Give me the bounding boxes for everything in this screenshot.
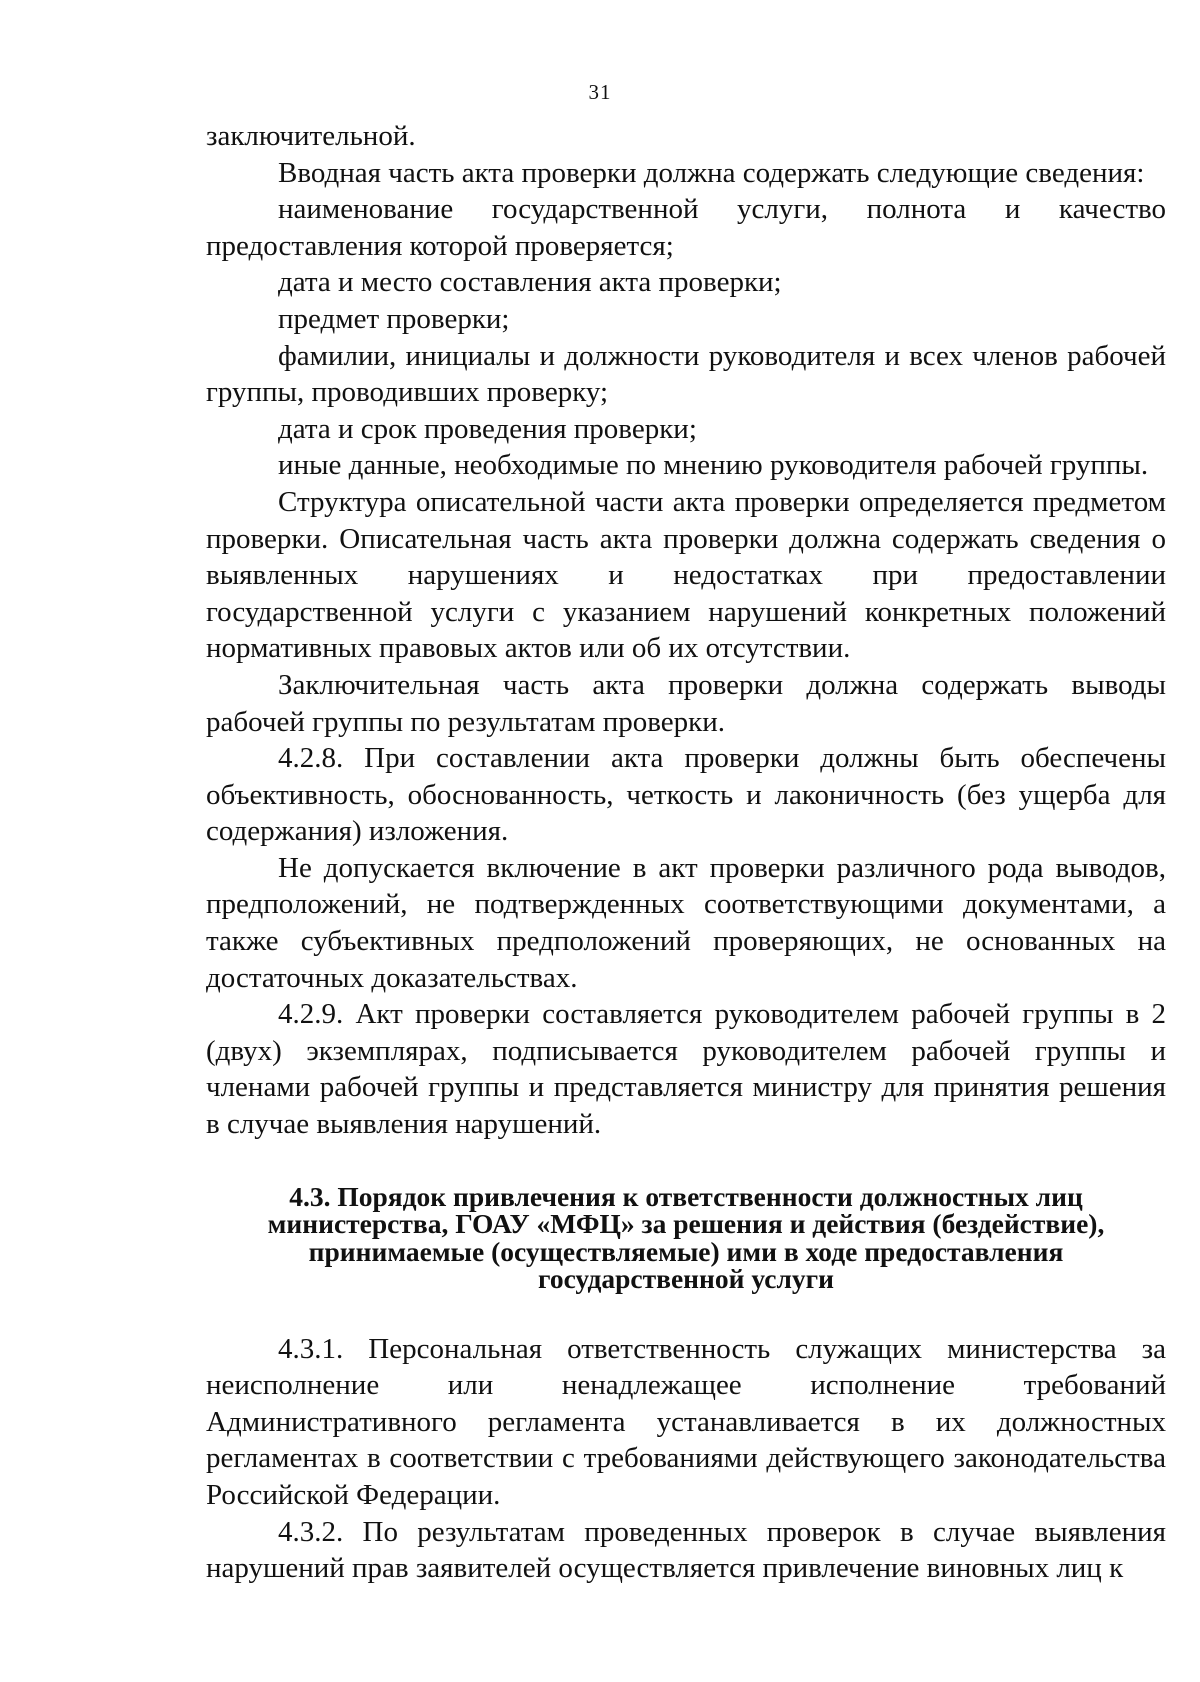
paragraph: 4.2.9. Акт проверки составляется руководителем рабочей группы в 2 (двух) экземплярах, подписывается руководителем рабочей группы и членами рабочей группы и представляется министру для принятия решения в случае выявления нарушений. [206, 998, 1166, 1141]
paragraph: Заключительная часть акта проверки должна содержать выводы рабочей группы по результатам проверки. [206, 668, 1166, 738]
list-item: предмет проверки; [278, 302, 510, 335]
list-item: дата и срок проведения проверки; [278, 412, 697, 445]
list-item: дата и место составления акта проверки; [278, 266, 782, 299]
list-item: иные данные, необходимые по мнению руководителя рабочей группы. [278, 449, 1149, 482]
paragraph: Вводная часть акта проверки должна содержать следующие сведения: [278, 156, 1145, 189]
list-item: наименование государственной услуги, полнота и качество предоставления которой проверяется; [206, 193, 1166, 262]
paragraph: 4.3.1. Персональная ответственность служащих министерства за неисполнение или ненадлежащее исполнение требований Административного регламента устанавливается в их должностных регламентах в соответствии с требованиями действующего законодательства Российской Федерации. [206, 1332, 1166, 1511]
page-number: 31 [588, 80, 612, 104]
document-body [206, 118, 1166, 1587]
paragraph: заключительной. [206, 120, 416, 152]
paragraph: Не допускается включение в акт проверки различного рода выводов, предположений, не подтвержденных соответствующими документами, а также субъективных предположений проверяющих, не основанных на достаточных доказательствах. [206, 851, 1166, 994]
paragraph: 4.2.8. При составлении акта проверки должны быть обеспечены объективность, обоснованность, четкость и лаконичность (без ущерба для содержания) изложения. [206, 742, 1166, 848]
paragraph: Структура описательной части акта проверки определяется предметом проверки. Описательная часть акта проверки должна содержать сведения о выявленных нарушениях и недостатках при предоставлении государственной услуги с указанием нарушений конкретных положений нормативных правовых актов или об их отсутствии. [206, 485, 1166, 665]
paragraph: 4.3.2. По результатам проведенных проверок в случае выявления нарушений прав заявителей осуществляется привлечение виновных лиц к [206, 1515, 1166, 1585]
list-item: фамилии, инициалы и должности руководителя и всех членов рабочей группы, проводивших проверку; [206, 339, 1166, 409]
section-heading: 4.3. Порядок привлечения к ответственности должностных лиц министерства, ГОАУ «МФЦ» за решения и действия (бездействие), принимаемые (осуществляемые) ими в ходе предоставления государственной услуги [267, 1180, 1105, 1295]
